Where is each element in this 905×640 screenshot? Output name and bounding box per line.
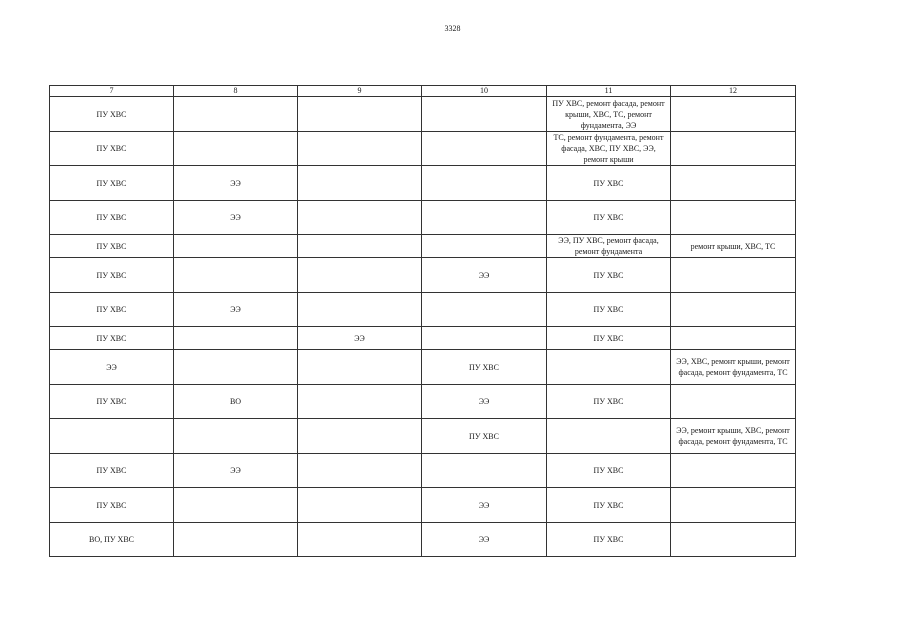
- table-cell: [671, 327, 796, 350]
- table-cell: ПУ ХВС: [547, 327, 671, 350]
- table-cell: [422, 132, 547, 166]
- table-cell: [174, 235, 298, 258]
- table-cell: [298, 385, 422, 419]
- table-cell: ПУ ХВС: [547, 385, 671, 419]
- table-row: [50, 419, 796, 454]
- table-cell: ПУ ХВС: [50, 488, 174, 523]
- table-row: [50, 350, 796, 385]
- table-cell: [298, 97, 422, 132]
- column-header: 7: [50, 86, 174, 97]
- table-cell: ВО: [174, 385, 298, 419]
- table-cell: ПУ ХВС: [50, 293, 174, 327]
- table-cell: [298, 454, 422, 488]
- table-cell: [174, 97, 298, 132]
- table-cell: [298, 293, 422, 327]
- table-cell: ПУ ХВС: [547, 293, 671, 327]
- table-cell: ПУ ХВС: [50, 201, 174, 235]
- table-cell: [50, 419, 174, 454]
- table-cell: ЭЭ: [174, 293, 298, 327]
- table-cell: ПУ ХВС: [50, 97, 174, 132]
- table-header: [50, 86, 796, 97]
- table-cell: ПУ ХВС: [50, 385, 174, 419]
- table-cell: ПУ ХВС: [50, 132, 174, 166]
- column-header: 9: [298, 86, 422, 97]
- table-cell: [298, 166, 422, 201]
- table-cell: ПУ ХВС: [547, 523, 671, 557]
- table-cell: ПУ ХВС: [422, 419, 547, 454]
- table-cell: ЭЭ, ХВС, ремонт крыши, ремонт фасада, ремонт фундамента, ТС: [671, 350, 796, 385]
- table-cell: ЭЭ: [422, 258, 547, 293]
- table-cell: ЭЭ: [174, 454, 298, 488]
- table-cell: ПУ ХВС: [547, 488, 671, 523]
- table-row: [50, 488, 796, 523]
- table-cell: [671, 258, 796, 293]
- table-cell: ПУ ХВС: [547, 166, 671, 201]
- table-cell: [174, 419, 298, 454]
- table-cell: [422, 454, 547, 488]
- table-cell: [422, 201, 547, 235]
- table-cell: [422, 166, 547, 201]
- table-cell: ЭЭ: [422, 488, 547, 523]
- table-cell: [174, 132, 298, 166]
- table-cell: ТС, ремонт фундамента, ремонт фасада, ХВС, ПУ ХВС, ЭЭ, ремонт крыши: [547, 132, 671, 166]
- page-number: 3328: [444, 24, 461, 33]
- table-cell: [298, 132, 422, 166]
- column-header: 11: [547, 86, 671, 97]
- table-cell: [298, 258, 422, 293]
- table-cell: ЭЭ, ремонт крыши, ХВС, ремонт фасада, ремонт фундамента, ТС: [671, 419, 796, 454]
- table-row: [50, 385, 796, 419]
- table-cell: [671, 523, 796, 557]
- table-cell: [174, 488, 298, 523]
- table-cell: [547, 350, 671, 385]
- column-header: 12: [671, 86, 796, 97]
- table-cell: [671, 201, 796, 235]
- table-row: [50, 258, 796, 293]
- table-cell: ЭЭ: [422, 523, 547, 557]
- table-cell: [298, 235, 422, 258]
- table-row: [50, 327, 796, 350]
- table-cell: ПУ ХВС: [50, 235, 174, 258]
- table-cell: [671, 385, 796, 419]
- data-table: [49, 85, 796, 557]
- table-row: [50, 132, 796, 166]
- table-cell: ПУ ХВС: [547, 201, 671, 235]
- table-cell: [174, 523, 298, 557]
- table-cell: [422, 97, 547, 132]
- table-cell: ПУ ХВС: [547, 258, 671, 293]
- table-cell: [671, 293, 796, 327]
- table-cell: ЭЭ: [174, 201, 298, 235]
- table-cell: [174, 327, 298, 350]
- table-row: [50, 293, 796, 327]
- table-cell: [174, 350, 298, 385]
- table-cell: ПУ ХВС: [50, 327, 174, 350]
- table-cell: ПУ ХВС, ремонт фасада, ремонт крыши, ХВС, ТС, ремонт фундамента, ЭЭ: [547, 97, 671, 132]
- table-cell: ПУ ХВС: [50, 166, 174, 201]
- table-cell: ЭЭ: [422, 385, 547, 419]
- table-body: [50, 97, 796, 557]
- table-cell: [174, 258, 298, 293]
- table-cell: [671, 488, 796, 523]
- table-cell: [671, 97, 796, 132]
- table-cell: ЭЭ: [50, 350, 174, 385]
- table-cell: ПУ ХВС: [50, 258, 174, 293]
- table-cell: [547, 419, 671, 454]
- table-cell: [298, 419, 422, 454]
- table-cell: [422, 327, 547, 350]
- table-cell: ВО, ПУ ХВС: [50, 523, 174, 557]
- table-cell: [671, 132, 796, 166]
- table-row: [50, 201, 796, 235]
- table-row: [50, 523, 796, 557]
- table-cell: [671, 166, 796, 201]
- header-row: [50, 86, 796, 97]
- table-cell: [298, 523, 422, 557]
- table-cell: ЭЭ: [298, 327, 422, 350]
- column-header: 10: [422, 86, 547, 97]
- table-cell: ЭЭ, ПУ ХВС, ремонт фасада, ремонт фундамента: [547, 235, 671, 258]
- table-cell: ПУ ХВС: [50, 454, 174, 488]
- table-cell: [298, 201, 422, 235]
- table-cell: ПУ ХВС: [422, 350, 547, 385]
- table-cell: [298, 350, 422, 385]
- table-row: [50, 97, 796, 132]
- table-cell: [298, 488, 422, 523]
- table-cell: ЭЭ: [174, 166, 298, 201]
- column-header: 8: [174, 86, 298, 97]
- table-cell: ремонт крыши, ХВС, ТС: [671, 235, 796, 258]
- table-row: [50, 235, 796, 258]
- table-cell: [671, 454, 796, 488]
- table-cell: [422, 235, 547, 258]
- table-row: [50, 454, 796, 488]
- table-cell: ПУ ХВС: [547, 454, 671, 488]
- table-cell: [422, 293, 547, 327]
- table-row: [50, 166, 796, 201]
